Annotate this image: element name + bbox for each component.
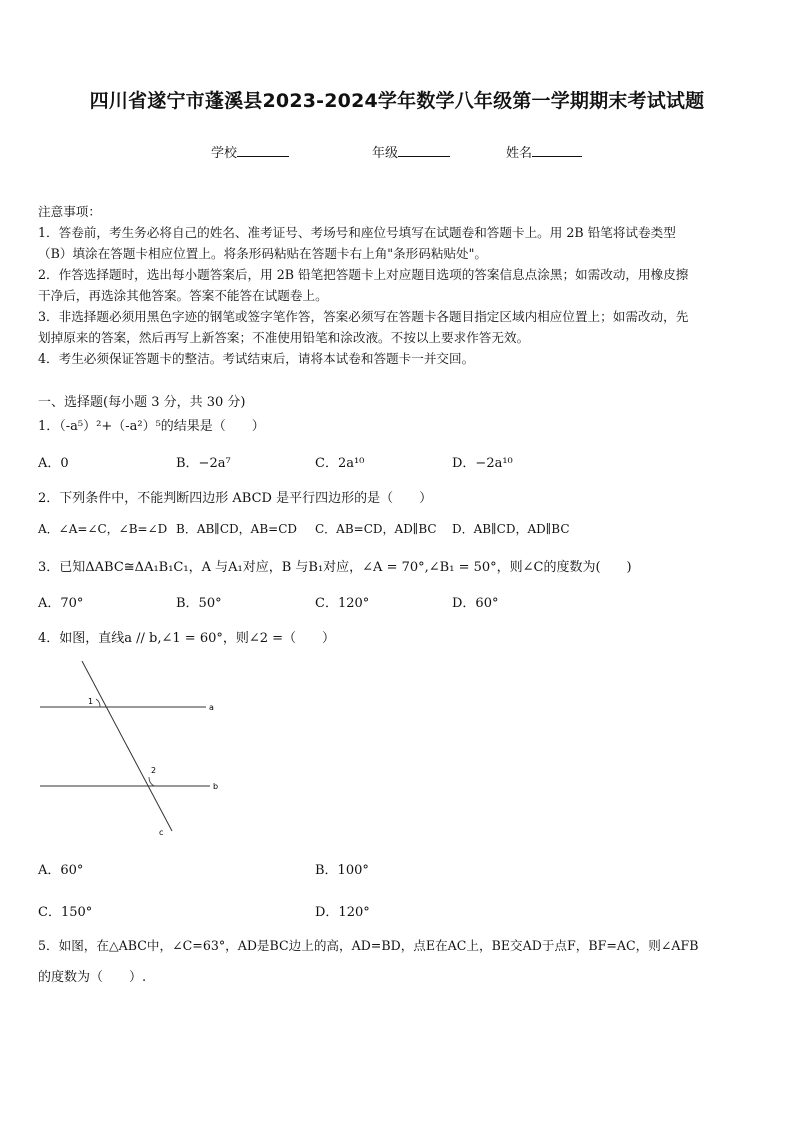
- q3-option-d: D．60°: [452, 596, 499, 611]
- q3-option-b: B．50°: [176, 596, 222, 611]
- q2-option-d: D．AB∥CD，AD∥BC: [452, 522, 570, 536]
- line-a-label: a: [209, 703, 214, 712]
- school-label: 学校: [211, 146, 238, 161]
- q4-figure: [30, 655, 230, 840]
- line-b-label: b: [213, 782, 219, 791]
- q1-option-d: D．−2a¹⁰: [452, 456, 513, 471]
- grade-field: [372, 142, 450, 161]
- name-field: [506, 142, 582, 161]
- q4-option-a: A．60°: [38, 863, 84, 878]
- note-1b: （B）填涂在答题卡相应位置上。将条形码粘贴在答题卡右上角"条形码粘贴处"。: [38, 246, 488, 261]
- name-blank: [532, 143, 582, 157]
- q1-option-c: C．2a¹⁰: [315, 456, 365, 471]
- q4-option-c: C．150°: [38, 905, 93, 920]
- school-field: [211, 142, 289, 161]
- q2-option-a: A．∠A=∠C，∠B=∠D: [38, 522, 168, 536]
- note-3b: 划掉原来的答案，然后再写上新答案；不准使用铅笔和涂改液。不按以上要求作答无效。: [38, 330, 530, 345]
- note-2a: 2．作答选择题时，选出每小题答案后，用 2B 铅笔把答题卡上对应题目选项的答案信息点涂黑；如需改动，用橡皮擦: [38, 267, 689, 282]
- grade-blank: [398, 143, 450, 157]
- page-title: 四川省遂宁市蓬溪县2023-2024学年数学八年级第一学期期末考试试题: [89, 90, 705, 112]
- q2-stem: 2．下列条件中，不能判断四边形 ABCD 是平行四边形的是（ ）: [38, 491, 433, 506]
- angle1-label: 1: [88, 697, 94, 706]
- q5-stem-line2: 的度数为（ ）.: [38, 970, 147, 985]
- q1-option-b: B．−2a⁷: [176, 456, 231, 471]
- q4-stem: 4．如图，直线a // b,∠1 = 60°，则∠2 =（ ）: [38, 631, 336, 646]
- q1-stem: 1．（-a⁵）²+（-a²）⁵的结果是（ ）: [38, 419, 265, 434]
- line-c-label: c: [159, 828, 164, 837]
- note-1a: 1．答卷前，考生务必将自己的姓名、准考证号、考场号和座位号填写在试题卷和答题卡上。用 2B 铅笔将试卷类型: [38, 225, 676, 240]
- angle2-label: 2: [151, 766, 157, 775]
- transversal-c: [82, 661, 172, 831]
- q1-option-a: A．0: [38, 456, 69, 471]
- q3-option-a: A．70°: [38, 596, 84, 611]
- q3-stem: 3．已知ΔABC≅ΔA₁B₁C₁，A 与A₁对应，B 与B₁对应，∠A = 70°,∠B₁ = 50°，则∠C的度数为( ): [38, 560, 632, 575]
- note-4: 4．考生必须保证答题卡的整洁。考试结束后，请将本试卷和答题卡一并交回。: [38, 351, 475, 366]
- section-heading: 一、选择题(每小题 3 分，共 30 分): [38, 395, 246, 410]
- angle2-arc: [149, 777, 154, 786]
- q2-option-b: B．AB∥CD，AB=CD: [176, 522, 297, 536]
- q4-option-d: D．120°: [315, 905, 370, 920]
- q2-option-c: C．AB=CD，AD∥BC: [315, 522, 437, 536]
- q5-stem-line1: 5．如图，在△ABC中，∠C=63°，AD是BC边上的高，AD=BD，点E在AC上，BE交AD于点F，BF=AC，则∠AFB: [38, 938, 699, 953]
- q3-option-c: C．120°: [315, 596, 370, 611]
- q4-option-b: B．100°: [315, 863, 369, 878]
- note-3a: 3．非选择题必须用黑色字迹的钢笔或签字笔作答，答案必须写在答题卡各题目指定区域内相应位置上；如需改动，先: [38, 309, 689, 324]
- note-2b: 干净后，再选涂其他答案。答案不能答在试题卷上。: [38, 288, 328, 303]
- angle1-arc: [96, 699, 100, 707]
- notes-heading: 注意事项：: [38, 204, 101, 219]
- name-label: 姓名: [506, 146, 533, 161]
- grade-label: 年级: [372, 146, 399, 161]
- school-blank: [237, 143, 289, 157]
